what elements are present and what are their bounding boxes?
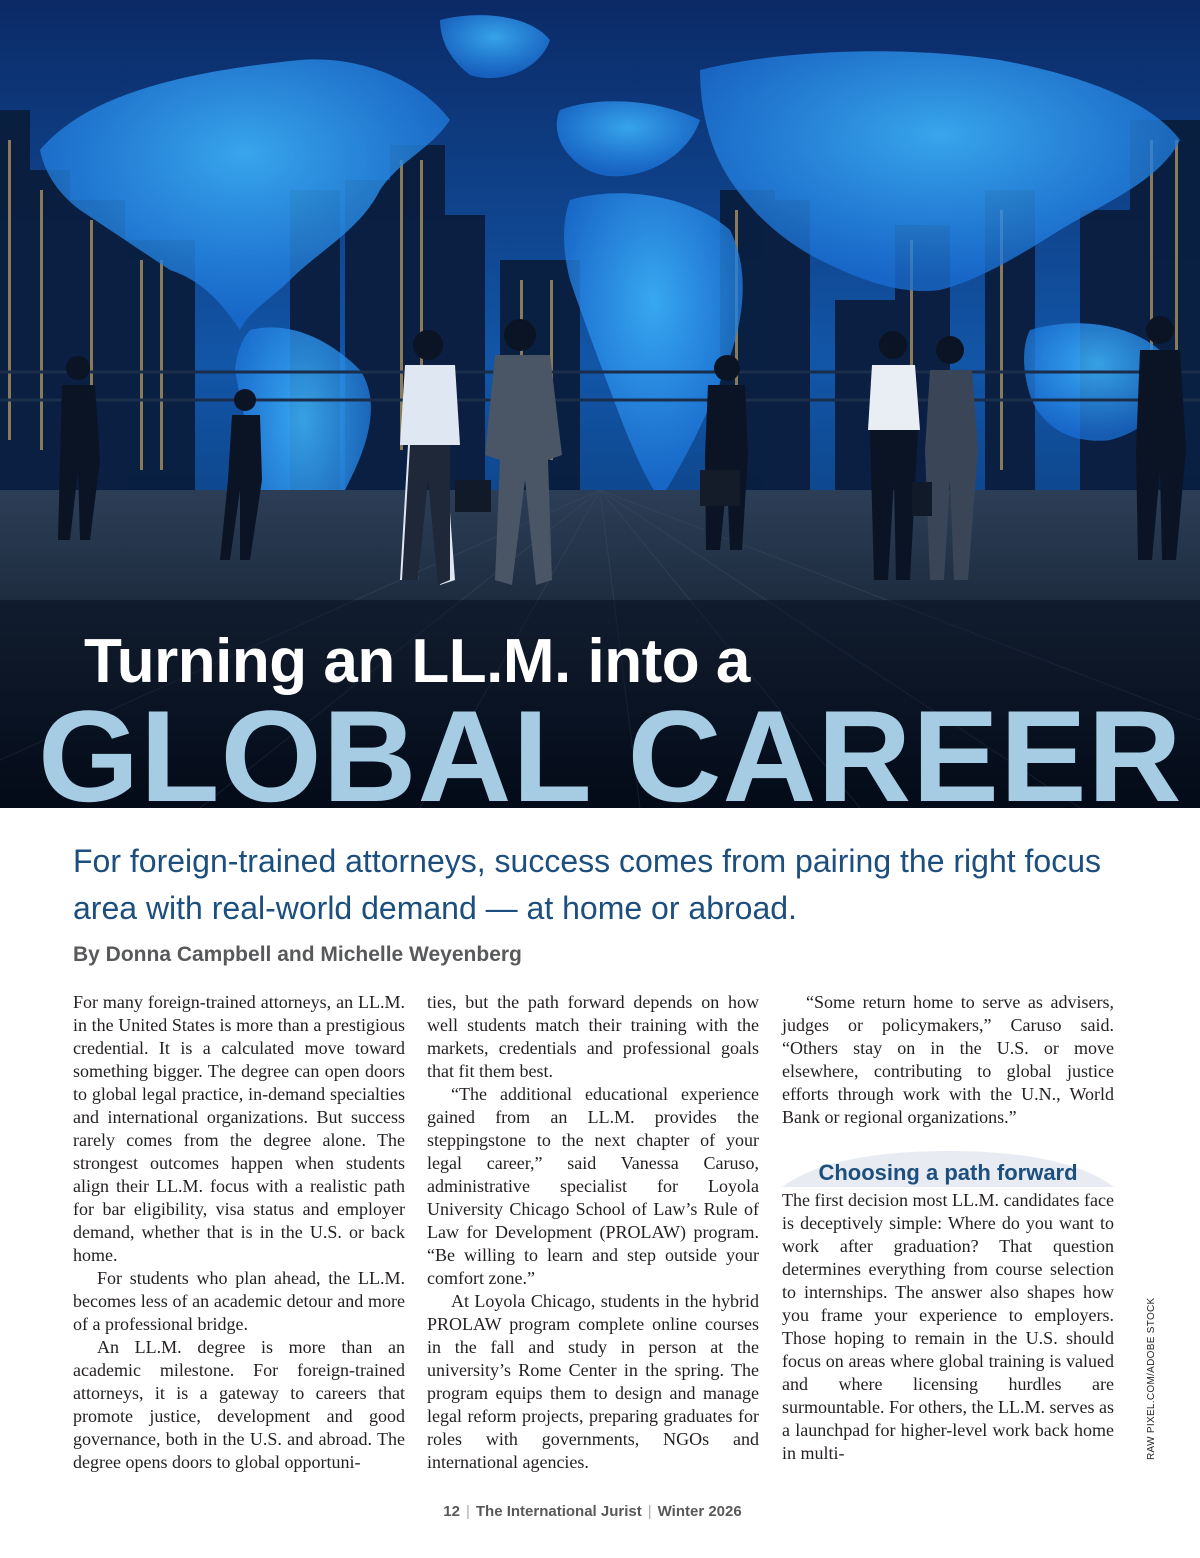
footer-separator: | [647, 1503, 652, 1520]
publication-name: The International Jurist [475, 1503, 642, 1520]
subhead: Choosing a path forward [818, 1160, 1078, 1185]
page-number: 12 [443, 1503, 460, 1520]
byline: By Donna Campbell and Michelle Weyenberg [73, 943, 522, 966]
footer-separator: | [465, 1503, 470, 1520]
paragraph: For many foreign-trained attorneys, an LL.M. in the United States is more than a prestigious credential. It is a calculated move toward something bigger. The degree can open doors to global legal practice, in-demand specialties and international organizations. But success rarely comes from the degree alone. The strongest outcomes happen when students align their LL.M. focus with a realistic path for bar eligibility, visa status and employer demand, whether that is in the U.S. or back home. [73, 992, 405, 1265]
issue-date: Winter 2026 [657, 1503, 742, 1520]
article-deck: For foreign-trained attorneys, success comes from pairing the right focus area with real-world demand — at home or abroad. [73, 843, 1101, 926]
body-column-1 [73, 991, 405, 1474]
paragraph: “The additional educational experience gained from an LL.M. provides the steppingstone to the next chapter of your legal career,” said Vanessa Caruso, administrative specialist for Loyola University Chicago School of Law’s Rule of Law for Development (PROLAW) program. “Be willing to learn and step outside your comfort zone.” [427, 1084, 759, 1288]
photo-credit: RAW PIXEL.COM/ADOBE STOCK [1146, 1297, 1157, 1460]
paragraph: ties, but the path forward depends on how well students match their training with the markets, credentials and professional goals that fit them best. [427, 992, 759, 1081]
paragraph: “Some return home to serve as advisers, judges or policymakers,” Caruso said. “Others stay on in the U.S. or move elsewhere, contributing to global justice efforts through work with the U.N., World Bank or regional organizations.” [782, 992, 1114, 1127]
body-column-3 [782, 991, 1114, 1465]
headline-line2: GLOBAL CAREER [38, 683, 1183, 808]
headline-line1: Turning an LL.M. into a [84, 627, 750, 696]
paragraph: The first decision most LL.M. candidates face is deceptively simple: Where do you want to work after graduation? That question determines everything from course selection to internships. The answer also shapes how you frame your experience to employers. Those hoping to remain in the U.S. should focus on areas where global training is valued and where licensing hurdles are surmountable. For others, the LL.M. serves as a launchpad for higher-level work back home in multi- [782, 1190, 1114, 1463]
page-footer [0, 1501, 1185, 1523]
paragraph: At Loyola Chicago, students in the hybrid PROLAW program complete online courses in the fall and study in person at the university’s Rome Center in the spring. The program equips them to design and manage legal reform projects, preparing graduates for roles with governments, NGOs and international agencies. [427, 1291, 759, 1472]
body-column-2 [427, 991, 759, 1474]
paragraph: For students who plan ahead, the LL.M. becomes less of an academic detour and more of a professional bridge. [73, 1268, 405, 1334]
paragraph: An LL.M. degree is more than an academic milestone. For foreign-trained attorneys, it is a gateway to careers that promote justice, development and good governance, both in the U.S. and abroad. The degree opens doors to global opportuni- [73, 1337, 405, 1472]
subhead-block [782, 1151, 1114, 1187]
